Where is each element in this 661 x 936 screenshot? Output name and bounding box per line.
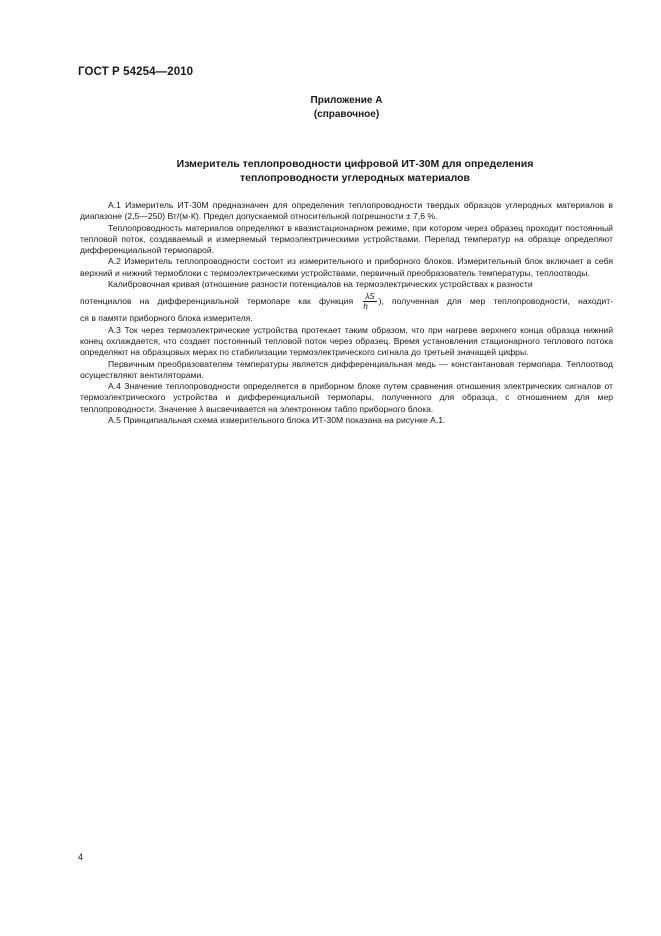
formula-numerator: λS [365,292,375,302]
calibration-formula-line [80,292,613,311]
paragraph-thermal-conductivity: Теплопроводность материалов определяют в квазистационарном режиме, при котором через образец проходит постоянный тепловой поток, создаваемый и измеряемый термоэлектрическими устройствами. Перепад температур на образце определяют дифференциальной термопарой. [80,222,613,256]
main-title [90,157,620,185]
calibration-last-line: ся в памяти приборного блока измерителя. [80,313,253,324]
main-title-line-1: Измеритель теплопроводности цифровой ИТ-30М для определения [176,158,534,170]
page-number: 4 [78,852,84,862]
paragraph-a3: А.3 Ток через термоэлектрические устройства протекает таким образом, что при нагреве верхнего конца образца нижний конец охлаждается, что создает постоянный тепловой поток через образец. Время установления стационарного теплового потока определяют на образцовых мерах по стабилизации термоэлектрического сигнала до третьей значащей цифры. [80,324,613,358]
paragraph-a1: А.1 Измеритель ИТ-30М предназначен для определения теплопроводности твердых образцов углеродных материалов в диапазоне (2,5—250) Вт/(м·К). Предел допускаемой относительной погрешности ± 7,6 %. [80,200,613,222]
paragraph-a4: А.4 Значение теплопроводности определяется в приборном блоке путем сравнения отношения электрических сигналов от термоэлектрического устройства и дифференциальной термопары, полученного для образца, с отношением для мер теплопроводности. Значение λ высвечивается на электронном табло приборного блока. [80,381,613,414]
paragraph-a2: А.2 Измеритель теплопроводности состоит из измерительного и приборного блоков. Измерительный блок включает в себя верхний и нижний термоблоки с термоэлектрическими устройствами, первичный преобразователь температуры, теплоотводы. [80,256,613,278]
paragraph-a5: А.5 Принципиальная схема измерительного блока ИТ-30М показана на рисунке А.1. [108,415,446,426]
appendix-title: Приложение А [310,95,383,106]
main-title-line-2: теплопроводности углеродных материалов [240,172,470,184]
calibration-line-1: Калибровочная кривая (отношение разности потенциалов на термоэлектрических устройствах к разности [108,279,533,290]
paragraph-primary-converter: Первичным преобразователем температуры является дифференциальная медь — константановая термопара. Теплоотвод осуществляют вентиляторами. [80,358,613,380]
calibration-before-formula: потенциалов на дифференциальной термопаре как функция [80,296,354,307]
paragraph-calibration-curve [80,279,613,325]
document-header: ГОСТ Р 54254—2010 [78,66,194,78]
calibration-after-formula: ), полученная для мер теплопроводности, находит- [378,296,614,307]
formula-denominator: h [363,302,368,312]
body-text [80,200,613,426]
appendix-subtitle: (справочное) [313,109,380,120]
formula-fraction [363,292,376,311]
